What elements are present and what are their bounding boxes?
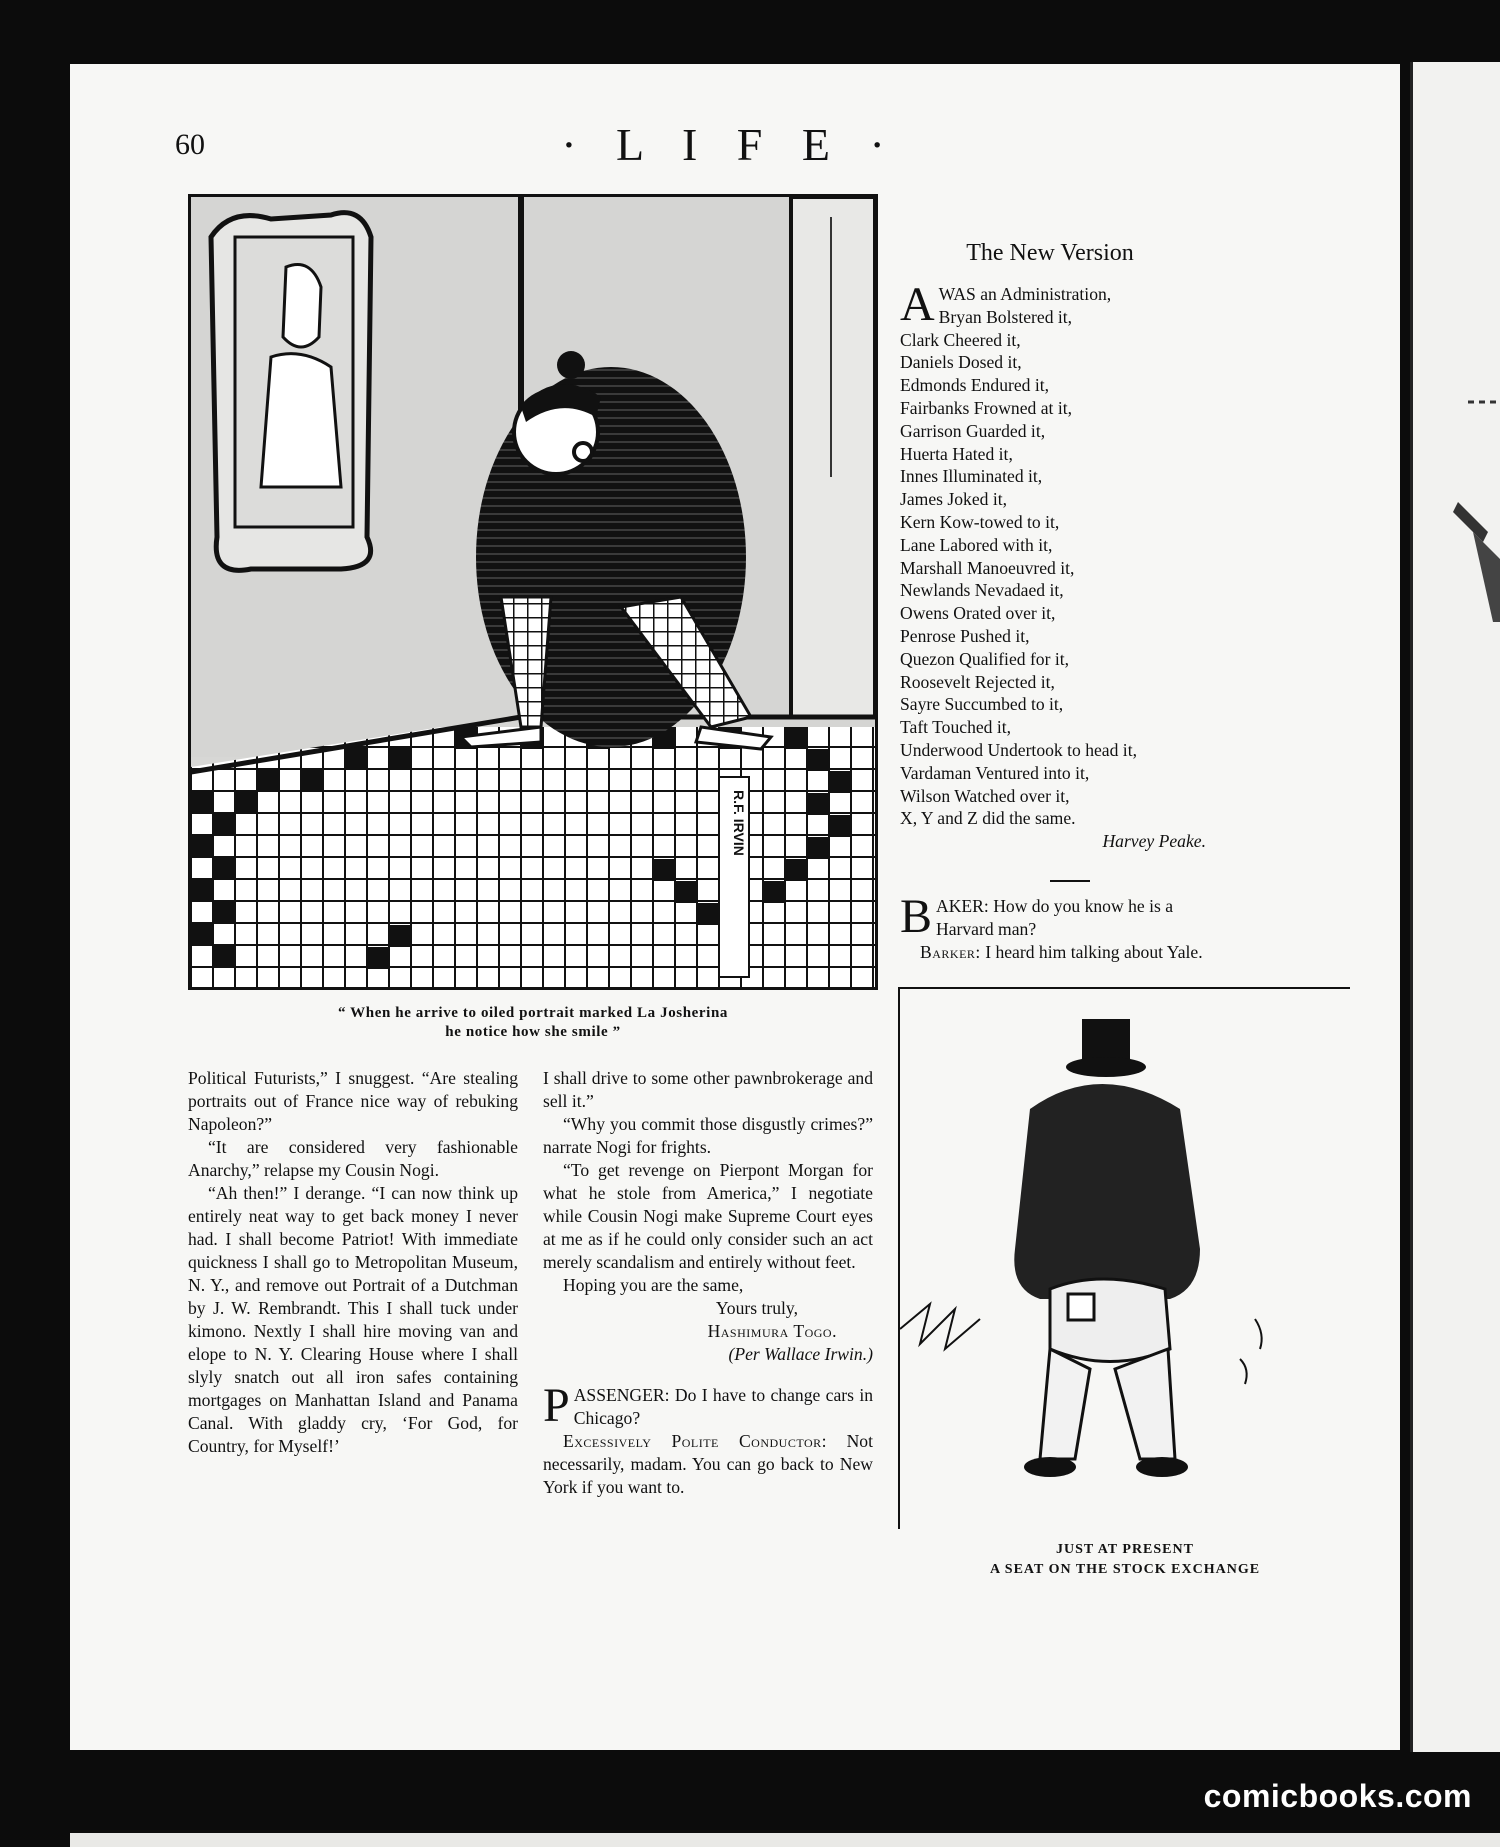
drop-cap: B bbox=[900, 890, 933, 943]
poem-line: Bryan Bolstered it, bbox=[938, 306, 1073, 327]
poem-lines bbox=[900, 278, 1220, 830]
poem-line: WAS an Administration, bbox=[938, 284, 1112, 304]
poem-line: Garrison Guarded it, bbox=[900, 420, 1046, 441]
answer: I heard him talking about Yale. bbox=[980, 941, 1203, 962]
conductor-reply bbox=[543, 1430, 873, 1499]
divider bbox=[1050, 880, 1090, 882]
poem-line: Lane Labored with it, bbox=[900, 534, 1053, 555]
cartoon-illustration bbox=[191, 197, 875, 987]
poem-line: Roosevelt Rejected it, bbox=[900, 671, 1055, 692]
poem-line: Penrose Pushed it, bbox=[900, 625, 1030, 646]
text-column-middle bbox=[543, 1067, 873, 1499]
masthead: · L I F E · bbox=[561, 119, 899, 170]
main-cartoon bbox=[188, 194, 878, 990]
speaker: AKER: bbox=[936, 896, 989, 916]
adjacent-page-edge bbox=[1410, 62, 1500, 1752]
caption-line-2: he notice how she smile ” bbox=[445, 1024, 621, 1040]
poem-line: Owens Orated over it, bbox=[900, 603, 1056, 624]
poem-line: Huerta Hated it, bbox=[900, 443, 1013, 464]
poem-line: Wilson Watched over it, bbox=[900, 785, 1070, 806]
question: Do I have to change cars in Chicago? bbox=[573, 1385, 873, 1428]
adjacent-page-bottom-edge bbox=[70, 1833, 1500, 1847]
poem-line: Daniels Dosed it, bbox=[900, 352, 1022, 373]
drop-cap: P bbox=[543, 1379, 570, 1432]
cartoon-caption bbox=[188, 1004, 878, 1042]
caption-line-2: A SEAT ON THE STOCK EXCHANGE bbox=[989, 1562, 1261, 1577]
question: How do you know he is a Harvard man? bbox=[936, 896, 1174, 939]
text-column-left bbox=[188, 1067, 518, 1458]
poem-author: Harvey Peake. bbox=[1102, 831, 1206, 852]
poem-line: Clark Cheered it, bbox=[900, 329, 1021, 350]
watermark: comicbooks.com bbox=[1203, 1778, 1472, 1814]
poem-line: Taft Touched it, bbox=[900, 717, 1012, 738]
poem-line: Innes Illuminated it, bbox=[900, 466, 1043, 487]
speaker: Excessively Polite Conductor: bbox=[563, 1431, 828, 1451]
stock-exchange-cartoon bbox=[898, 987, 1350, 1529]
closing: Yours truly, bbox=[715, 1298, 798, 1318]
poem-line: Underwood Undertook to head it, bbox=[900, 739, 1137, 760]
paragraph: “Why you commit those disgustly crimes?” narrate Nogi for frights. bbox=[543, 1114, 873, 1157]
poem bbox=[900, 278, 1220, 853]
answer: Not necessarily, madam. You can go back to New York if you want to. bbox=[543, 1431, 873, 1497]
artist-signature: R.F. IRVIN bbox=[731, 790, 747, 856]
poem-line: Marshall Manoeuvred it, bbox=[900, 557, 1075, 578]
poem-line: X, Y and Z did the same. bbox=[900, 808, 1076, 829]
poem-line: Fairbanks Frowned at it, bbox=[900, 397, 1073, 418]
paragraph: I shall drive to some other pawnbrokerage and sell it.” bbox=[543, 1068, 873, 1111]
drop-cap: A bbox=[900, 278, 935, 331]
cartoon-illustration bbox=[900, 989, 1350, 1529]
poem-line: Sayre Succumbed to it, bbox=[900, 694, 1064, 715]
speaker: Barker: bbox=[920, 941, 981, 962]
poem-line: Quezon Qualified for it, bbox=[900, 648, 1070, 669]
credit: (Per Wallace Irwin.) bbox=[728, 1344, 873, 1364]
poem-line: Kern Kow-towed to it, bbox=[900, 511, 1060, 532]
paragraph: Hoping you are the same, bbox=[563, 1275, 744, 1295]
caption-line-1: “ When he arrive to oiled portrait marked La Josherina bbox=[337, 1005, 728, 1021]
paragraph: “To get revenge on Pierpont Morgan for what he stole from America,” I negotiate while Cousin Nogi make Supreme Court eyes at me as if he could only consider such an act merely scandalism and entirely without feet. bbox=[543, 1160, 873, 1272]
signer: Hashimura Togo. bbox=[707, 1321, 837, 1341]
poem-title: The New Version bbox=[966, 240, 1134, 266]
paragraph: “It are considered very fashionable Anarchy,” relapse my Cousin Nogi. bbox=[188, 1137, 518, 1180]
poem-line: Newlands Nevadaed it, bbox=[900, 580, 1064, 601]
paragraph: “Ah then!” I derange. “I can now think up entirely neat way to get back money I never had. I shall become Patriot! With immediate quickness I shall go to Metropolitan Museum, N. Y., and remove out Portrait of a Dutchman by J. W. Rembrandt. This I shall tuck under kimono. Nextly I shall hire moving van and elope to N. Y. Clearing House where I shall slyly snatch out all iron safes containing mortgages on Manhattan Island and Panama Canal. With gladdy cry, ‘For God, for Country, for Myself!’ bbox=[188, 1183, 518, 1456]
caption-line-1: JUST AT PRESENT bbox=[1056, 1542, 1194, 1557]
page-number: 60 bbox=[175, 128, 205, 161]
stock-exchange-caption bbox=[900, 1540, 1350, 1580]
speaker: ASSENGER: bbox=[573, 1385, 670, 1405]
poem-line: Edmonds Endured it, bbox=[900, 375, 1050, 396]
passenger-joke bbox=[543, 1379, 873, 1432]
adjacent-page-sketch bbox=[1413, 62, 1500, 1752]
paragraph: Political Futurists,” I snuggest. “Are stealing portraits out of France nice way of rebuking Napoleon?” bbox=[188, 1068, 518, 1134]
poem-line: James Joked it, bbox=[900, 489, 1008, 510]
poem-line: Vardaman Ventured into it, bbox=[900, 762, 1090, 783]
baker-joke bbox=[900, 890, 1230, 963]
